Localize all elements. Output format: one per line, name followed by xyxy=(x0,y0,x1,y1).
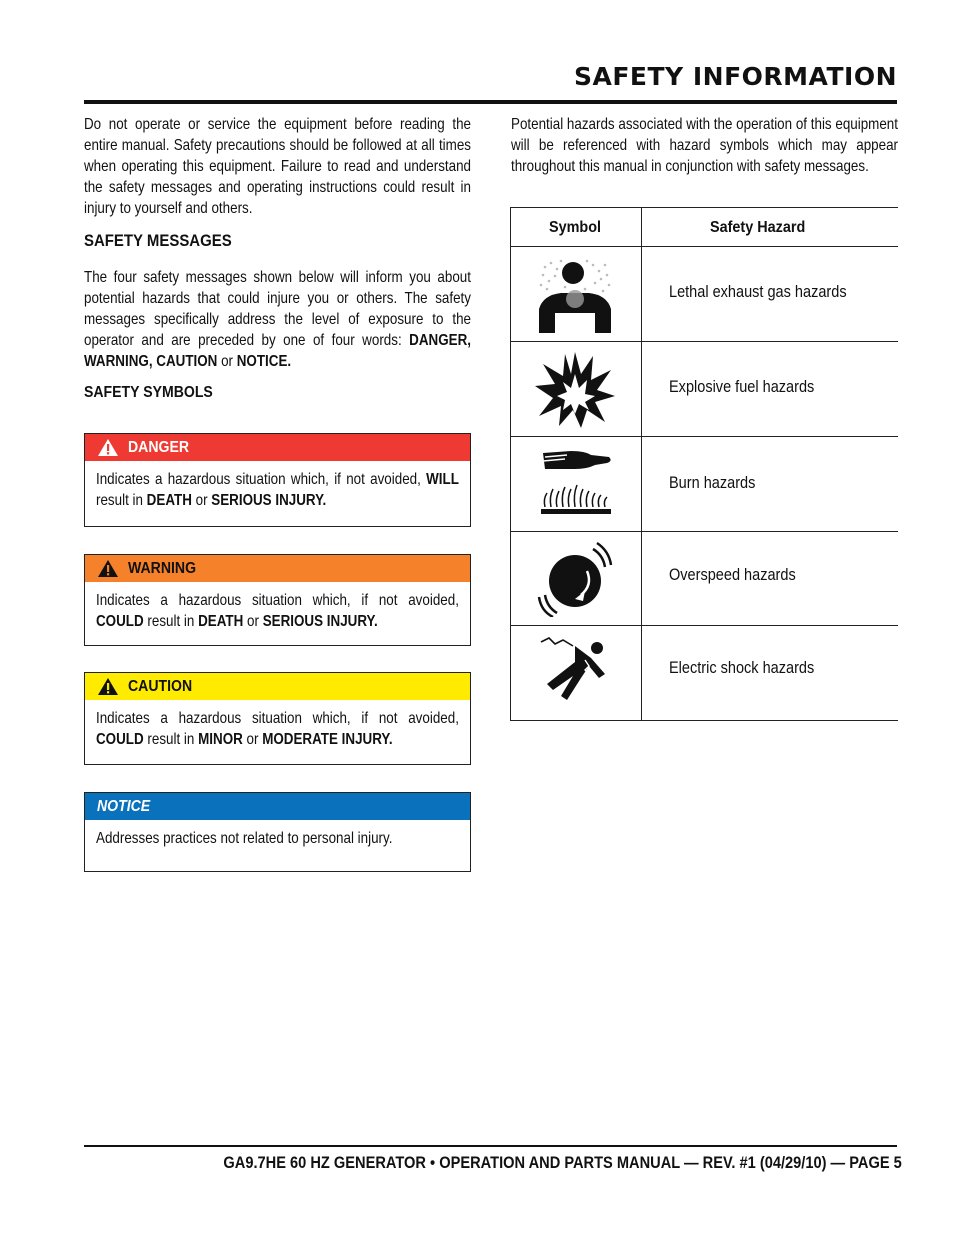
caution-bar xyxy=(85,673,470,700)
warning-triangle-icon xyxy=(97,438,119,457)
hazard-label: Electric shock hazards xyxy=(669,659,815,677)
danger-bold-a: WILL xyxy=(426,471,459,488)
hazard-symbol-table xyxy=(510,207,898,721)
exhaust-gas-icon xyxy=(535,257,615,333)
caution-body xyxy=(85,700,470,750)
table-row xyxy=(511,342,898,437)
danger-box xyxy=(84,433,471,527)
caution-bold-c: MODERATE INJURY. xyxy=(262,731,393,748)
caution-label: CAUTION xyxy=(128,677,193,695)
caution-bold-b: MINOR xyxy=(198,731,243,748)
safety-messages-or: or xyxy=(217,353,237,370)
column-header-symbol: Symbol xyxy=(549,219,602,236)
notice-box xyxy=(84,792,471,872)
electric-shock-icon xyxy=(535,636,615,712)
column-divider xyxy=(641,208,642,720)
notice-bar xyxy=(85,793,470,820)
danger-text-c: or xyxy=(191,492,212,509)
page-title: SAFETY INFORMATION xyxy=(574,62,897,91)
caution-text-c: or xyxy=(242,731,263,748)
notice-label: NOTICE xyxy=(97,797,151,815)
warning-label: WARNING xyxy=(128,559,197,577)
warning-triangle-icon xyxy=(97,559,119,578)
table-row xyxy=(511,437,898,532)
safety-messages-notice: NOTICE. xyxy=(236,353,292,370)
table-row xyxy=(511,531,898,626)
table-row xyxy=(511,626,898,721)
safety-messages-paragraph xyxy=(84,267,471,372)
burn-hand-icon xyxy=(535,447,615,523)
footer-rule xyxy=(84,1145,897,1147)
warning-bold-b: DEATH xyxy=(198,613,244,630)
caution-text: Indicates a hazardous situation which, if not avoided, xyxy=(96,710,459,727)
safety-messages-heading: SAFETY MESSAGES xyxy=(84,231,232,250)
safety-symbols-heading: SAFETY SYMBOLS xyxy=(84,384,213,401)
danger-bar xyxy=(85,434,470,461)
hazard-intro-paragraph: Potential hazards associated with the operation of this equipment will be referenced with hazard symbols which may appear throughout this manual in conjunction with safety messages. xyxy=(511,116,898,175)
explosion-icon xyxy=(535,352,615,428)
warning-text: Indicates a hazardous situation which, if not avoided, xyxy=(96,592,459,609)
warning-box xyxy=(84,554,471,646)
danger-text: Indicates a hazardous situation which, if not avoided, xyxy=(96,471,427,488)
notice-text: Addresses practices not related to personal injury. xyxy=(96,830,393,847)
safety-messages-text: The four safety messages shown below will inform you about potential hazards that could injure you or others. The safety messages specifically address the level of exposure to the operator and are preceded by one of four words: xyxy=(84,269,471,349)
danger-text-b: result in xyxy=(96,492,147,509)
caution-text-b: result in xyxy=(143,731,199,748)
intro-paragraph: Do not operate or service the equipment before reading the entire manual. Safety precautions should be followed at all times when operating this equipment. Failure to read and understand the safety messages and operating instructions could result in injury to yourself and others. xyxy=(84,116,471,217)
danger-body xyxy=(85,461,470,511)
warning-triangle-icon xyxy=(97,677,119,696)
overspeed-icon xyxy=(535,541,615,617)
warning-body xyxy=(85,582,470,632)
hazard-label: Overspeed hazards xyxy=(669,566,796,584)
danger-bold-c: SERIOUS INJURY. xyxy=(211,492,327,509)
warning-bold-c: SERIOUS INJURY. xyxy=(262,613,378,630)
table-header-row xyxy=(511,208,898,247)
danger-label: DANGER xyxy=(128,438,190,456)
column-header-hazard: Safety Hazard xyxy=(710,219,806,236)
hazard-label: Explosive fuel hazards xyxy=(669,378,815,396)
warning-bold-a: COULD xyxy=(96,613,144,630)
hazard-label: Burn hazards xyxy=(669,474,756,492)
table-row xyxy=(511,247,898,342)
caution-bold-a: COULD xyxy=(96,731,144,748)
safety-messages-words: DANGER, WARNING, CAUTION xyxy=(84,332,471,370)
footer-text: GA9.7HE 60 HZ GENERATOR • OPERATION AND PARTS MANUAL — REV. #1 (04/29/10) — PAGE 5 xyxy=(223,1153,902,1172)
warning-text-c: or xyxy=(243,613,263,630)
warning-text-b: result in xyxy=(143,613,199,630)
notice-body xyxy=(85,820,470,849)
warning-bar xyxy=(85,555,470,582)
title-rule xyxy=(84,100,897,104)
caution-box xyxy=(84,672,471,765)
danger-bold-b: DEATH xyxy=(146,492,192,509)
hazard-label: Lethal exhaust gas hazards xyxy=(669,283,847,301)
